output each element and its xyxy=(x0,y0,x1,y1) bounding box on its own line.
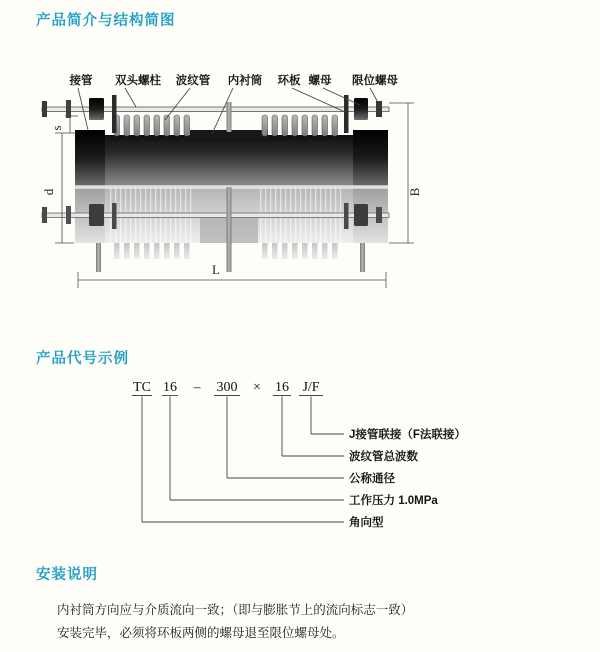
dim-L: L xyxy=(212,262,220,277)
label-stud: 双头螺柱 xyxy=(115,75,161,87)
code-seg-pressure: 16 xyxy=(163,380,177,395)
callout-working-pressure: 工作压力 1.0MPa xyxy=(349,495,438,507)
bellows-reflection xyxy=(114,243,338,259)
ring-plate-right xyxy=(344,95,349,133)
code-seg-waves: 16 xyxy=(275,380,289,395)
code-seg-conn: J/F xyxy=(302,380,320,395)
install-line-2: 安装完毕，必须将环板两侧的螺母退至限位螺母处。 xyxy=(57,626,345,640)
install-line-1: 内衬筒方向应与介质流向一致；（即与膨胀节上的流向标志一致） xyxy=(57,603,414,617)
label-ring-plate: 环板 xyxy=(277,75,301,87)
dim-B: B xyxy=(407,187,422,197)
label-pipe-connection: 接管 xyxy=(69,75,93,87)
code-seg-type: TC xyxy=(133,380,151,395)
code-seg-times: × xyxy=(253,380,261,395)
dim-s: s xyxy=(49,125,64,131)
callout-connection: J接管联接（F法联接） xyxy=(349,429,466,441)
limit-nut-left xyxy=(42,101,47,117)
pin-bottom-center xyxy=(227,187,232,272)
label-bellows: 波纹管 xyxy=(175,75,211,87)
section-title-code: 产品代号示例 xyxy=(36,351,129,367)
pin-bottom-left xyxy=(96,243,101,272)
code-seg-dash: – xyxy=(193,380,201,395)
label-nut: 螺母 xyxy=(308,75,332,87)
install-instructions xyxy=(57,599,557,645)
nut-right xyxy=(354,98,368,120)
code-seg-dn: 300 xyxy=(216,380,238,395)
pin-top-center xyxy=(227,102,232,132)
callout-wave-count: 波纹管总波数 xyxy=(349,451,418,463)
section-title-install: 安装说明 xyxy=(36,567,98,583)
nut-left xyxy=(89,98,104,120)
structure-diagram xyxy=(40,62,440,312)
section-title-intro: 产品简介与结构简图 xyxy=(36,13,176,29)
code-callout-lines xyxy=(132,396,344,523)
label-limit-nut: 限位螺母 xyxy=(352,75,398,87)
ring-plate-left xyxy=(112,95,117,133)
pin-bottom-right xyxy=(360,243,365,272)
product-code-diagram xyxy=(118,376,488,538)
label-inner-liner: 内衬筒 xyxy=(227,75,263,87)
callout-nominal-diameter: 公称通径 xyxy=(349,473,395,485)
callout-angular-type: 角向型 xyxy=(349,517,384,529)
dim-d: d xyxy=(41,188,56,196)
